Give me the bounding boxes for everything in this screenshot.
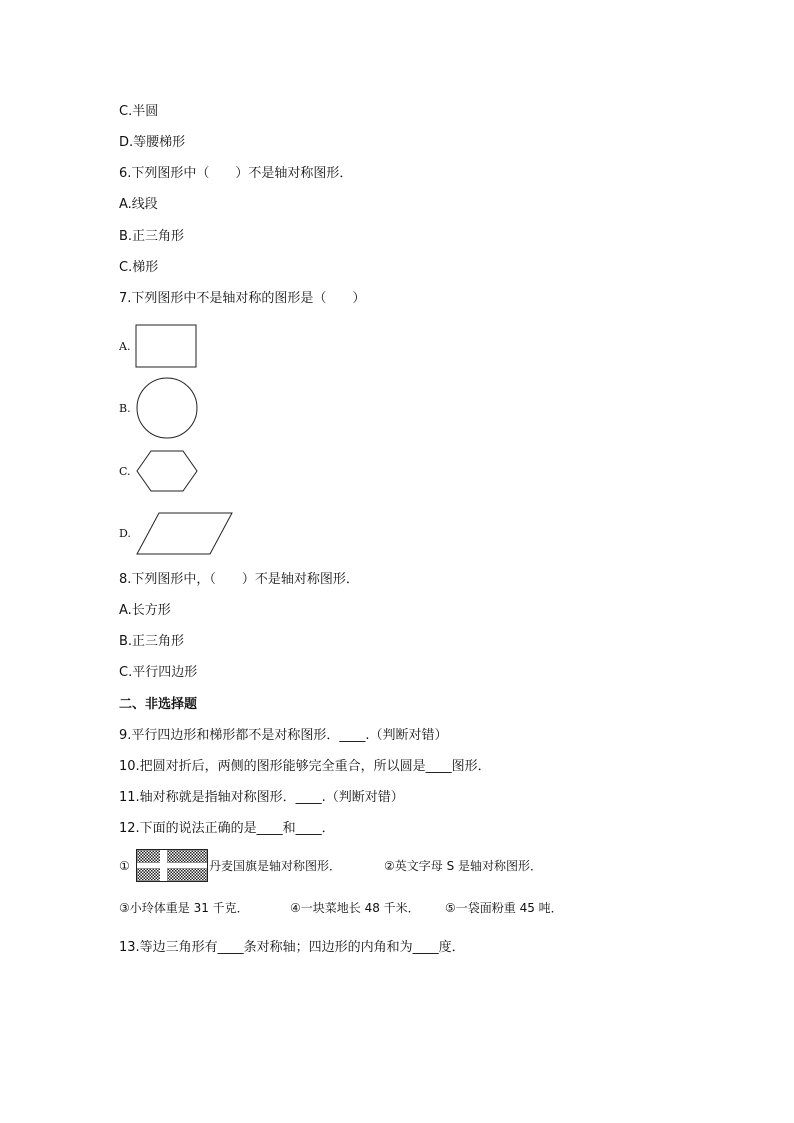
question-10: 10.把圆对折后，两侧的图形能够完全重合，所以圆是____图形． [119,759,491,774]
q12-statement-2: ②英文字母 S 是轴对称图形． [384,859,543,873]
q12-statement-1-number: ① [119,859,130,873]
denmark-flag-image [136,849,208,882]
option-d-isosceles-trapezoid: D.等腰梯形 [119,135,186,150]
q8-option-b: B.正三角形 [119,634,185,649]
q7-option-b-label: B. [119,402,131,415]
question-8: 8.下列图形中，（ ）不是轴对称图形． [119,572,359,587]
question-9: 9.平行四边形和梯形都不是对称图形．____.（判断对错） [119,728,448,743]
q6-option-c: C.梯形 [119,260,159,275]
q12-statement-4: ④一块菜地长 48 千米． [290,901,420,915]
circle-shape [135,377,199,441]
hexagon-shape [135,449,199,494]
q6-option-b: B.正三角形 [119,229,185,244]
q7-option-d-label: D. [119,527,131,540]
q7-option-c-label: C. [119,465,131,478]
option-c-semicircle: C.半圆 [119,104,159,119]
question-11: 11.轴对称就是指轴对称图形．____.（判断对错） [119,790,404,805]
question-7: 7.下列图形中不是轴对称的图形是（ ） [119,291,366,306]
q8-option-c: C.平行四边形 [119,665,198,680]
question-12: 12.下面的说法正确的是____和____． [119,821,335,836]
q8-option-a: A.长方形 [119,603,171,618]
q12-statement-5: ⑤一袋面粉重 45 吨． [445,901,563,915]
question-13: 13.等边三角形有____条对称轴；四边形的内角和为____度． [119,940,465,955]
q6-option-a: A.线段 [119,197,158,212]
rectangle-shape [135,324,198,369]
question-6: 6.下列图形中（ ）不是轴对称图形． [119,166,353,181]
parallelogram-shape [135,511,235,556]
section-heading: 二、非选择题 [119,697,198,712]
q7-option-a-label: A. [119,340,131,353]
q12-statement-3: ③小玲体重是 31 千克． [119,901,249,915]
q12-statement-1-text: 丹麦国旗是轴对称图形． [209,859,342,873]
